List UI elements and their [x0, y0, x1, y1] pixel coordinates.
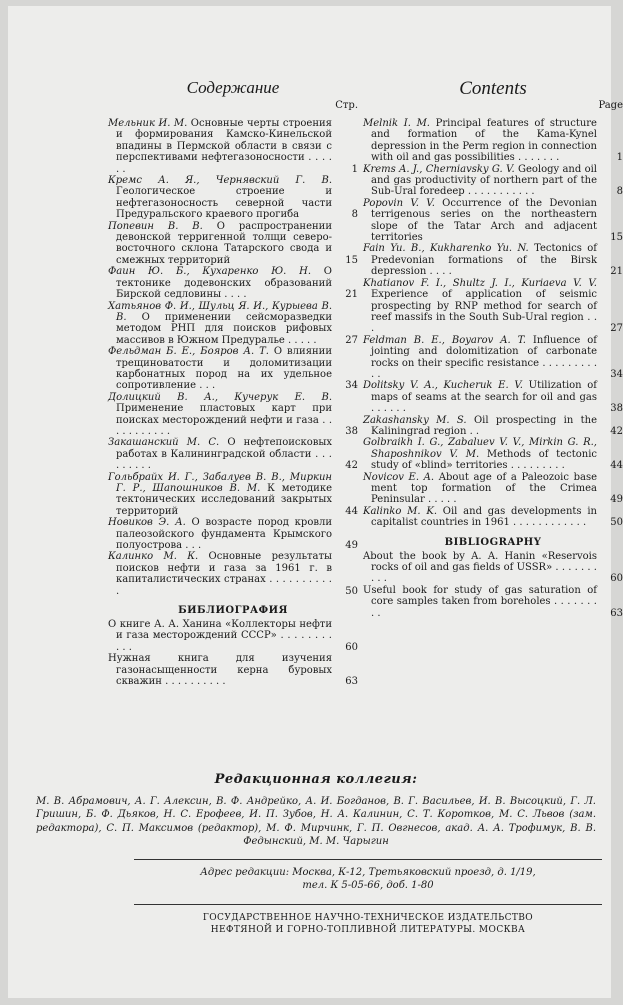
entry-title: Useful book for study of gas saturation of core samples taken from boreholes . . . . . . . . .	[363, 584, 597, 619]
editorial-address	[134, 866, 602, 892]
entry-page-number: 21	[345, 289, 358, 301]
entry-text	[108, 118, 332, 175]
page-column-label: Page	[598, 100, 623, 111]
entry-text	[363, 437, 597, 471]
entry-title: О распространении девонской терригенной толщи северо-восточного склона Татарского свода и смежных территорий	[116, 220, 333, 266]
editorial-board-members: М. В. Абрамович, А. Г. Алексин, В. Ф. Андрейко, А. И. Богданов, В. Г. Васильев, И. В. Высоцкий, Г. Л. Гришин, Б. Ф. Дьяков, Н. С. Ерофеев, И. П. Зубов, Н. А. Калинин, С. Т. Коротков, М. С. Львов (зам. редактора), С. П. Максимов (редактор), М. Ф. Мирчинк, Г. П. Овгнесов, акад. А. А. Трофимук, В. В. Федынский, М. М. Чарыгин	[36, 796, 596, 848]
contents-english	[363, 78, 623, 619]
entry-authors: Kalinko M. K.	[363, 505, 437, 517]
entry-text	[363, 380, 597, 414]
bibliography-entry	[108, 653, 358, 687]
bibliography-heading: БИБЛИОГРАФИЯ	[178, 605, 288, 617]
editorial-board	[36, 772, 596, 849]
address-line: Адрес редакции: Москва, К-12, Третьяковский проезд, д. 1/19,	[200, 867, 536, 878]
entry-title: Principal features of structure and formation of the Kama-Kynel depression in the Perm region in connection with oil and gas possibilities . . . . . . .	[371, 118, 597, 164]
entry-authors: Попевин В. В.	[108, 220, 203, 232]
toc-entry	[363, 118, 623, 164]
entry-page-number: 34	[345, 380, 358, 392]
entry-text	[108, 221, 332, 267]
entry-page-number: 63	[610, 607, 623, 619]
entry-authors: Калинко М. К.	[108, 551, 199, 563]
entry-authors: Popovin V. V.	[363, 197, 435, 209]
entry-text	[363, 472, 597, 506]
entry-authors: Закашанский М. С.	[108, 437, 220, 449]
entry-page-number: 8	[351, 209, 358, 221]
entry-title: О нефтепоисковых работах в Калининградской области . . . . . . . . .	[116, 437, 332, 472]
contents-english-title: Contents	[459, 78, 527, 99]
toc-entry	[363, 278, 623, 335]
page	[8, 6, 623, 998]
entry-text	[363, 243, 597, 277]
contents-russian	[108, 78, 358, 688]
entry-text	[108, 653, 332, 687]
entry-text	[363, 198, 597, 244]
toc-entry	[363, 243, 623, 277]
bibliography-list	[363, 551, 623, 619]
bibliography-list	[108, 619, 358, 687]
publisher	[134, 912, 602, 936]
entry-title: Геологическое строение и нефтегазоносность северной части Предуральского краевого прогиба	[116, 186, 332, 221]
entry-authors: Melnik I. M.	[363, 118, 430, 129]
entry-title: О тектонике додевонских образований Бирской седловины . . . .	[116, 266, 332, 301]
entry-page-number: 42	[345, 460, 358, 472]
entry-title: О влиянии трещиноватости и доломитизации карбонатных пород на их удельное сопротивление . . .	[116, 346, 332, 392]
toc-entry	[363, 164, 623, 198]
entry-text	[363, 335, 597, 381]
entry-page-number: 15	[610, 232, 623, 244]
toc-entry	[108, 175, 358, 221]
toc-entry	[108, 118, 358, 175]
bibliography-entry	[363, 551, 623, 585]
bibliography-heading: BIBLIOGRAPHY	[444, 536, 542, 548]
bibliography-entry	[108, 619, 358, 653]
entry-authors: Krems A. J., Cherniavsky G. V.	[363, 163, 515, 175]
toc-entry	[108, 392, 358, 438]
contents-russian-title: Содержание	[186, 78, 280, 97]
entry-text	[363, 551, 597, 585]
entry-authors: Гольбрайх И. Г., Забалуев В. В., Миркин Г. Р., Шапошников В. М.	[108, 471, 332, 494]
entry-title: Influence of jointing and dolomitization of carbonate rocks on their specific resistance . . . . . . . . . . .	[371, 334, 597, 380]
entry-page-number: 50	[345, 585, 358, 597]
entry-page-number: 1	[351, 163, 358, 175]
entry-text	[108, 346, 332, 392]
toc-entry	[363, 437, 623, 471]
entry-text	[108, 472, 332, 518]
entry-text	[363, 585, 597, 619]
entry-text	[108, 619, 332, 653]
entry-authors: Fain Yu. B., Kukharenko Yu. N.	[363, 243, 529, 255]
entry-text	[363, 506, 597, 529]
address-line: тел. К 5-05-66, доб. 1-80	[302, 880, 434, 891]
entry-title: Geology and oil and gas productivity of northern part of the Sub-Ural foredeep . . . . . . . . . . .	[371, 163, 597, 198]
entry-text	[108, 266, 332, 300]
entry-authors: Feldman B. E., Boyarov A. T.	[363, 334, 526, 346]
toc-entry	[108, 517, 358, 551]
entry-text	[363, 118, 597, 164]
entry-title: Occurrence of the Devonian terrigenous series on the northeastern slope of the Tatar Arch and adjacent territories	[371, 197, 597, 244]
entry-text	[363, 278, 597, 335]
entry-title: О возрасте пород кровли палеозойского фундамента Крымского полуострова . . .	[116, 517, 332, 552]
entry-page-number: 49	[345, 540, 358, 552]
entry-page-number: 27	[345, 334, 358, 346]
entry-authors: Zakashansky M. S.	[363, 414, 467, 426]
entry-title: Применение пластовых карт при поисках месторождений нефти и газа . . . . . . . . . . .	[116, 403, 332, 437]
toc-entry	[108, 472, 358, 518]
entry-text	[108, 517, 332, 551]
divider	[134, 904, 602, 905]
entry-page-number: 44	[345, 505, 358, 517]
entry-authors: Novicov E. A.	[363, 471, 435, 483]
entry-authors: Khatianov F. I., Shultz J. I., Kuriaeva V. V.	[363, 277, 597, 289]
entry-title: About age of a Paleozoic base ment top formation of the Crimea Peninsular . . . . .	[371, 471, 597, 506]
entry-page-number: 50	[610, 517, 623, 529]
editorial-board-title: Редакционная коллегия:	[214, 772, 418, 787]
entry-page-number: 21	[610, 266, 623, 278]
toc-entry	[108, 221, 358, 267]
entry-page-number: 27	[610, 323, 623, 335]
entry-title: About the book by A. A. Hanin «Reservois rocks of oil and gas fields of USSR» . . . . . . . . . .	[363, 550, 597, 585]
entry-authors: Кремс А. Я., Чернявский Г. В.	[108, 175, 332, 187]
entry-title: Experience of application of seismic prospecting by RNP method for search of reef massifs in the South Sub-Ural region . . .	[371, 289, 597, 335]
entry-title: Tectonics of Predevonian formations of the Birsk depression . . . .	[371, 243, 597, 278]
toc-entry	[108, 266, 358, 300]
entry-title: Oil prospecting in the Kaliningrad region . .	[371, 414, 598, 437]
entry-page-number: 42	[610, 425, 623, 437]
entry-title: Utilization of maps of seams at the search for oil and gas . . . . . .	[371, 380, 598, 415]
toc-entry	[363, 198, 623, 244]
entry-authors: Фаин Ю. Б., Кухаренко Ю. Н.	[108, 266, 312, 278]
entry-text	[108, 392, 332, 438]
toc-entry	[108, 301, 358, 347]
entry-title: Основные результаты поисков нефти и газа за 1961 г. в капиталистических странах . . . . . . . . . . .	[116, 551, 333, 597]
toc-entry	[363, 415, 623, 438]
entry-text	[108, 437, 332, 471]
entry-text	[108, 551, 332, 597]
entry-authors: Новиков Э. А.	[108, 517, 186, 529]
entry-authors: Dolitsky V. A., Kucheruk E. V.	[363, 380, 523, 392]
toc-entry	[363, 380, 623, 414]
entry-page-number: 63	[345, 676, 358, 688]
entry-page-number: 44	[610, 460, 623, 472]
entry-title: Oil and gas developments in capitalist countries in 1961 . . . . . . . . . . . .	[371, 505, 597, 529]
entry-page-number: 38	[610, 403, 623, 415]
publisher-line: НЕФТЯНОЙ И ГОРНО-ТОПЛИВНОЙ ЛИТЕРАТУРЫ. МОСКВА	[210, 925, 526, 935]
entry-title: О применении сейсморазведки методом РНП для поисков рифовых массивов в Южном Предуралье . . . . .	[116, 311, 332, 346]
entry-text	[108, 175, 332, 221]
entry-authors: Golbraikh I. G., Zabaluev V. V., Mirkin G. R., Shaposhnikov V. M.	[363, 437, 597, 460]
entry-page-number: 49	[610, 494, 623, 506]
toc-entry	[108, 346, 358, 392]
entry-page-number: 34	[610, 368, 623, 380]
entry-title: Methods of tectonic study of «blind» territories . . . . . . . . .	[371, 448, 597, 472]
entry-title: Основные черты строения и формирования Камско-Кинельской впадины в Пермской области в связи с перспективами нефтегазоносности . . . . . .	[116, 118, 332, 175]
entry-title: Нужная книга для изучения газонасыщенности керна буровых скважин . . . . . . . . . .	[108, 653, 332, 688]
toc-entry	[363, 472, 623, 506]
entry-authors: Мельник И. М.	[108, 118, 188, 129]
entry-page-number: 15	[345, 254, 358, 266]
toc-entry	[363, 335, 623, 381]
entry-title: О книге А. А. Ханина «Коллекторы нефти и газа месторождений СССР» . . . . . . . . . . .	[108, 619, 332, 653]
page-column-label: Стр.	[335, 100, 358, 111]
toc-entry	[108, 437, 358, 471]
entry-page-number: 38	[345, 425, 358, 437]
toc-entry	[363, 506, 623, 529]
publisher-line: ГОСУДАРСТВЕННОЕ НАУЧНО-ТЕХНИЧЕСКОЕ ИЗДАТЕЛЬСТВО	[202, 913, 534, 923]
entry-page-number: 8	[616, 186, 623, 198]
toc-entry	[108, 551, 358, 597]
entry-text	[108, 301, 332, 347]
entry-page-number: 60	[610, 573, 623, 585]
toc-list	[108, 118, 358, 597]
entry-page-number: 1	[616, 152, 623, 164]
divider	[134, 859, 602, 860]
contents-russian-header	[108, 78, 358, 118]
entry-text	[363, 164, 597, 198]
bibliography-entry	[363, 585, 623, 619]
entry-authors: Хатьянов Ф. И., Шульц Я. И., Курыева В. В.	[108, 300, 332, 323]
entry-page-number: 60	[345, 641, 358, 653]
toc-list	[363, 118, 623, 529]
entry-text	[363, 415, 597, 438]
entry-authors: Долицкий В. А., Кучерук Е. В.	[108, 391, 332, 403]
entry-title: К методике тектонических исследований закрытых территорий	[116, 483, 332, 517]
entry-authors: Фельдман Б. Е., Бояров А. Т.	[108, 346, 269, 358]
contents-english-header	[363, 78, 623, 118]
